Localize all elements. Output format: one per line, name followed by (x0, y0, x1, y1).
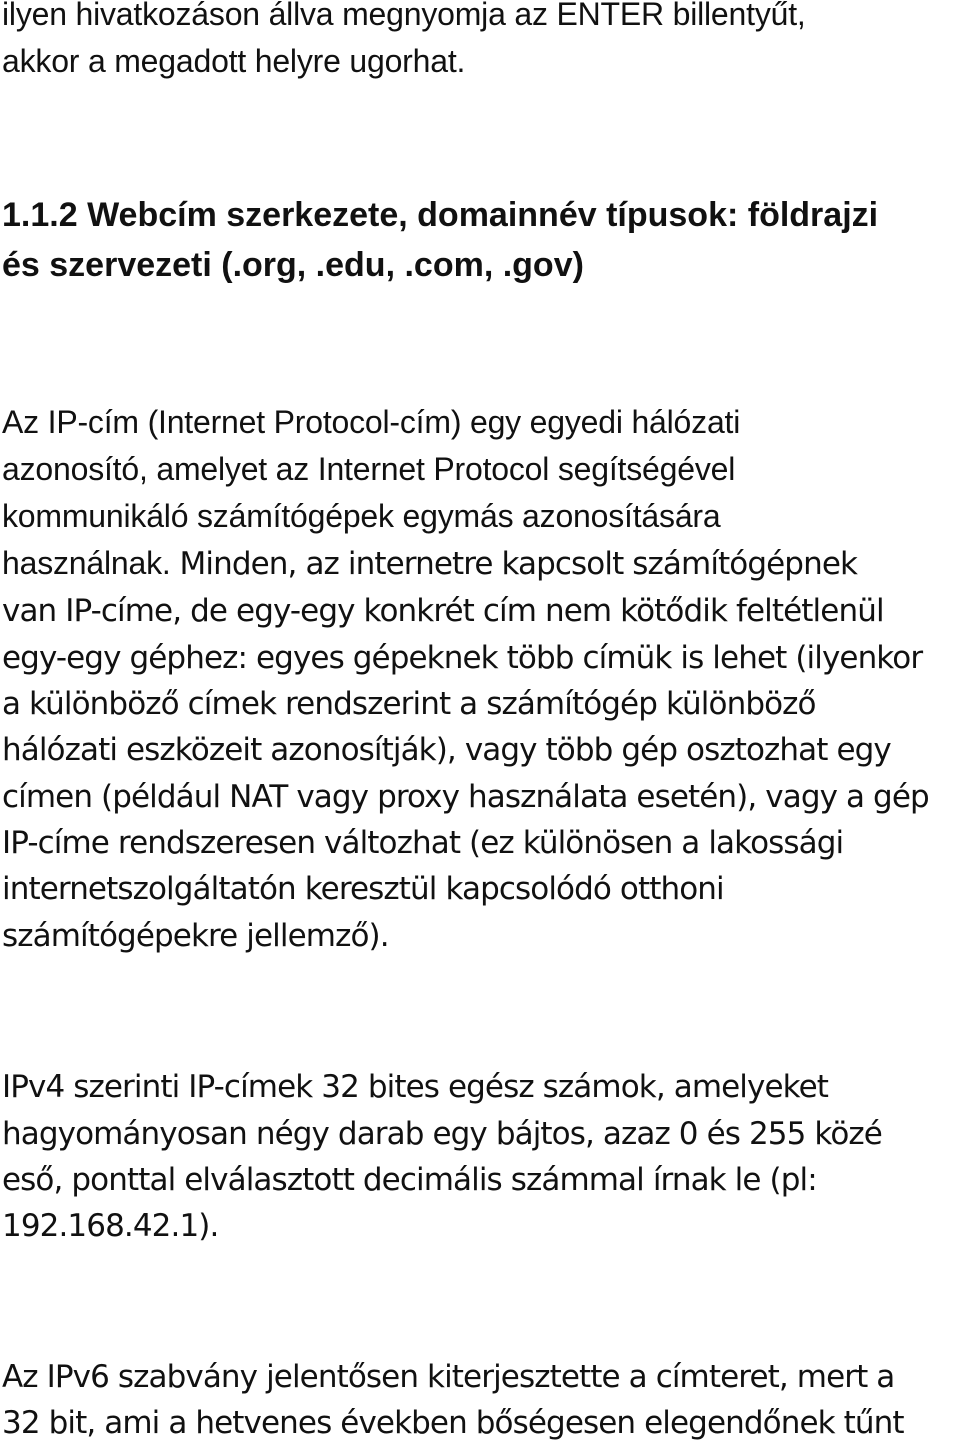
paragraph1-line-3: kommunikáló számítógépek egymás azonosítására (2, 498, 721, 534)
paragraph3-line-1: Az IPv6 szabvány jelentősen kiterjesztette a címteret, mert a (2, 1359, 895, 1395)
paragraph2-line-1: IPv4 szerinti IP-címek 32 bites egész számok, amelyeket (2, 1069, 828, 1105)
paragraph1-line-4 (2, 545, 857, 582)
intro-line-2: akkor a megadott helyre ugorhat. (2, 43, 466, 79)
paragraph2-line-2: hagyományosan négy darab egy bájtos, azaz 0 és 255 közé (2, 1116, 882, 1152)
paragraph1-line-2: azonosító, amelyet az Internet Protocol segítségével (2, 451, 736, 487)
paragraph2-line-4: 192.168.42.1). (2, 1208, 219, 1244)
paragraph1-line-10: IP-címe rendszeresen változhat (ez különösen a lakossági (2, 825, 844, 861)
paragraph1-line-5: van IP-címe, de egy-egy konkrét cím nem kötődik feltétlenül (2, 593, 884, 629)
paragraph1-line-12: számítógépekre jellemző). (2, 918, 389, 954)
paragraph1-line-7: a különböző címek rendszerint a számítógép különböző (2, 686, 816, 722)
paragraph1-line-6: egy-egy géphez: egyes gépeknek több címük is lehet (ilyenkor (2, 640, 923, 676)
paragraph2-line-3: eső, ponttal elválasztott decimális számmal írnak le (pl: (2, 1162, 817, 1198)
paragraph3-line-2: 32 bit, ami a hetvenes években bőségesen elegendőnek tűnt (2, 1405, 904, 1441)
section-heading-line-1: 1.1.2 Webcím szerkezete, domainnév típusok: földrajzi (2, 196, 879, 234)
paragraph1-line-1: Az IP-cím (Internet Protocol-cím) egy egyedi hálózati (2, 404, 741, 440)
section-heading-line-2: és szervezeti (.org, .edu, .com, .gov) (2, 246, 584, 284)
paragraph1-line-4-end: Minden, az internetre kapcsolt számítógépnek (170, 546, 858, 582)
intro-line-1: ilyen hivatkozáson állva megnyomja az ENTER billentyűt, (2, 0, 806, 32)
paragraph1-line-9: címen (például NAT vagy proxy használata esetén), vagy a gép (2, 779, 929, 815)
paragraph1-line-8: hálózati eszközeit azonosítják), vagy több gép osztozhat egy (2, 732, 891, 768)
paragraph1-line-11: internetszolgáltatón keresztül kapcsolódó otthoni (2, 871, 724, 907)
paragraph1-line-4-start: használnak. (2, 545, 171, 581)
